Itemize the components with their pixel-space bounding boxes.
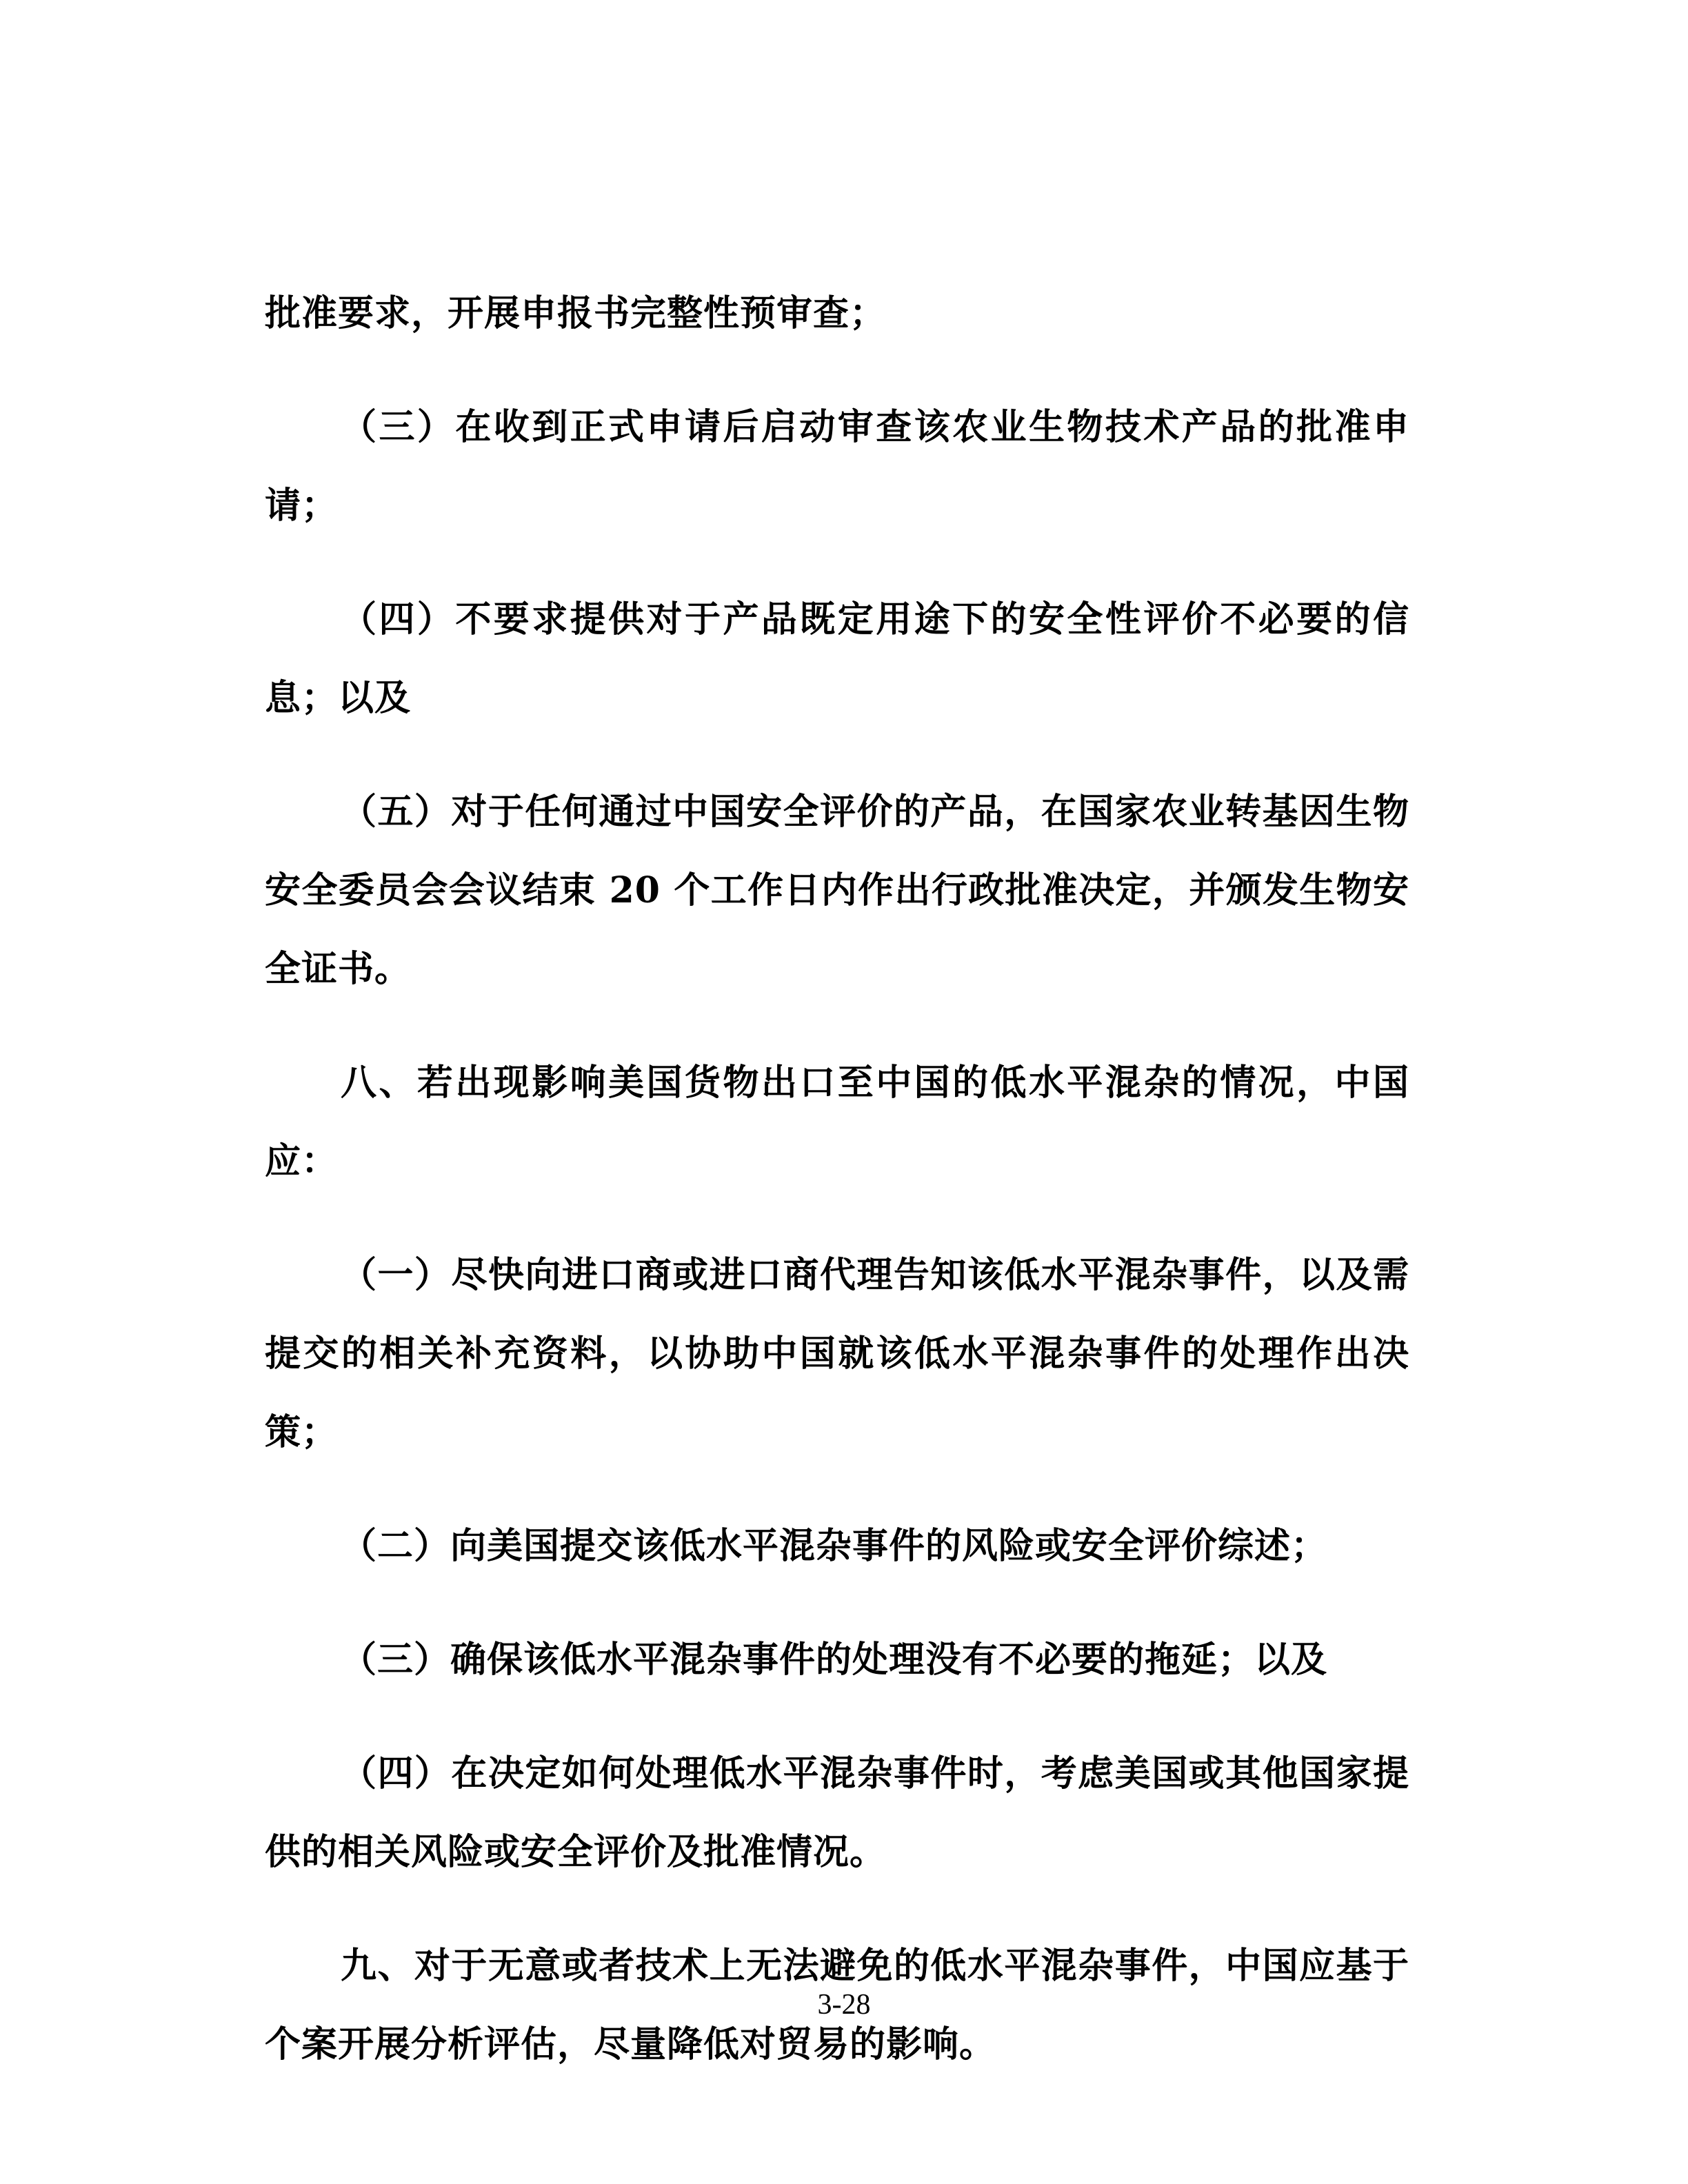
paragraph-section-8-item-2: （二）向美国提交该低水平混杂事件的风险或安全评价综述； xyxy=(341,1525,1328,1567)
paragraph-section-9: 九、对于无意或者技术上无法避免的低水平混杂事件，中国应基于个案开展分析评估，尽量降低对贸易的影响。 xyxy=(265,1945,1409,2065)
paragraph-item-5-approval: （五）对于任何通过中国安全评价的产品，在国家农业转基因生物安全委员会会议结束 20 个工作日内作出行政批准决定，并颁发生物安全证书。 xyxy=(265,791,1409,990)
page-number: 3-28 xyxy=(817,1989,871,2021)
paragraph-continuation: 批准要求，开展申报书完整性预审查； xyxy=(265,292,887,334)
paragraph-section-8-item-1: （一）尽快向进口商或进口商代理告知该低水平混杂事件，以及需提交的相关补充资料，以协助中国就该低水平混杂事件的处理作出决策； xyxy=(265,1254,1409,1453)
paragraph-section-8-item-3: （三）确保该低水平混杂事件的处理没有不必要的拖延；以及 xyxy=(341,1639,1328,1681)
paragraph-section-8-item-4: （四）在决定如何处理低水平混杂事件时，考虑美国或其他国家提供的相关风险或安全评价及批准情况。 xyxy=(265,1752,1409,1873)
paragraph-item-4-information: （四）不要求提供对于产品既定用途下的安全性评价不必要的信息；以及 xyxy=(265,598,1409,719)
document-body xyxy=(265,274,1409,2084)
paragraph-section-8: 八、若出现影响美国货物出口至中国的低水平混杂的情况，中国应： xyxy=(265,1062,1409,1182)
paragraph-item-3-review: （三）在收到正式申请后启动审查该农业生物技术产品的批准申请； xyxy=(265,406,1409,527)
